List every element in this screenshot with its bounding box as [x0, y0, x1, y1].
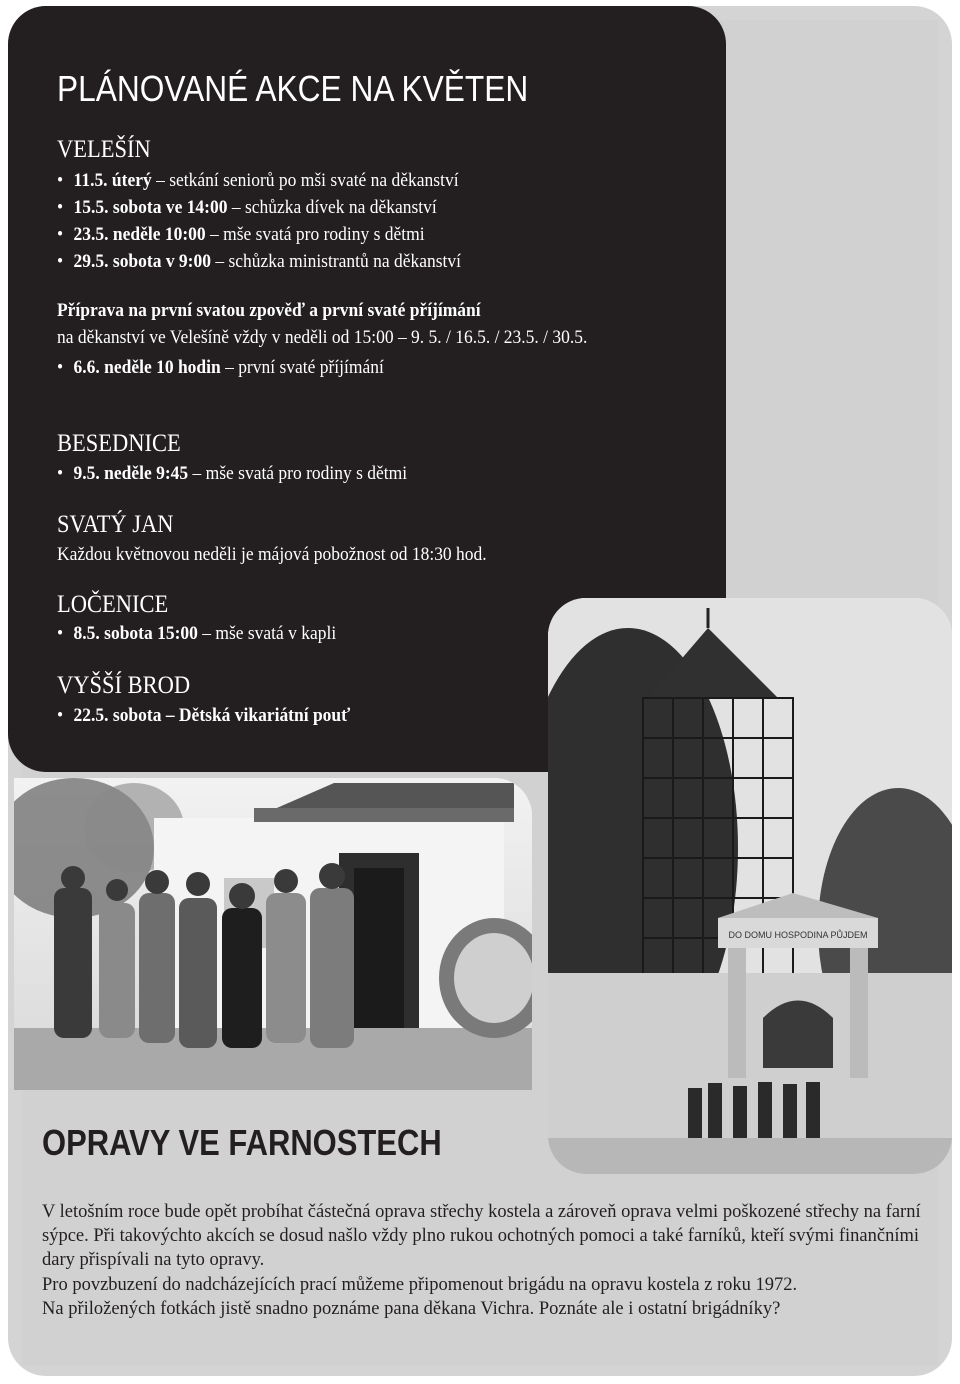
event-desc: – mše svatá v kapli [197, 623, 337, 644]
svaty-jan-text: Každou květnovou neděli je májová pobožnost od 18:30 hod. [57, 544, 487, 565]
bullet: • [57, 170, 64, 191]
section-title-velesin: VELEŠÍN [57, 136, 151, 163]
prep-title: Příprava na první svatou zpověď a první svaté příjímání [57, 300, 481, 321]
event-item [57, 705, 350, 727]
event-item [57, 463, 407, 485]
event-date: 8.5. sobota 15:00 [73, 623, 198, 644]
event-date: 11.5. úterý [73, 170, 152, 191]
event-desc: – schůzka dívek na děkanství [227, 197, 437, 218]
event-date: 29.5. sobota v 9:00 [73, 251, 211, 272]
repairs-paragraph: Na přiložených fotkách jistě snadno poznáme pana děkana Vichra. Poznáte ale i ostatní brigádníky? [42, 1298, 781, 1319]
event-date: 15.5. sobota ve 14:00 [73, 197, 228, 218]
prep-text: na děkanství ve Velešíně vždy v neděli od 15:00 – 9. 5. / 16.5. / 23.5. / 30.5. [57, 327, 588, 348]
section-title-locenice: LOČENICE [57, 591, 169, 618]
workers-photo-illustration [14, 778, 532, 1090]
section-title-svaty-jan: SVATÝ JAN [57, 511, 174, 538]
event-item [57, 623, 336, 645]
bullet: • [57, 463, 64, 484]
repairs-title: OPRAVY VE FARNOSTECH [42, 1122, 442, 1163]
section-title-besednice: BESEDNICE [57, 430, 181, 457]
bullet: • [57, 197, 64, 218]
event-date: 6.6. neděle 10 hodin [73, 357, 221, 378]
event-desc: – první svaté příjímání [220, 357, 384, 378]
event-desc: – mše svatá pro rodiny s dětmi [188, 463, 408, 484]
repairs-paragraph: Pro povzbuzení do nadcházejících prací můžeme připomenout brigádu na opravu kostela z roku 1972. [42, 1274, 798, 1295]
event-item [57, 357, 384, 379]
event-date: 23.5. neděle 10:00 [73, 224, 206, 245]
event-desc: – setkání seniorů po mši svaté na děkanství [151, 170, 459, 191]
bullet: • [57, 705, 64, 726]
bullet: • [57, 251, 64, 272]
bullet: • [57, 224, 64, 245]
church-photo-illustration [548, 598, 952, 1174]
event-date: 9.5. neděle 9:45 [73, 463, 189, 484]
event-date: 22.5. sobota – Dětská vikariátní pouť [73, 705, 351, 726]
section-title-vyssi-brod: VYŠŠÍ BROD [57, 672, 191, 699]
event-desc: – mše svatá pro rodiny s dětmi [205, 224, 425, 245]
photo-workers-group [14, 778, 532, 1090]
event-item [57, 197, 437, 219]
event-desc: – schůzka ministrantů na děkanství [210, 251, 461, 272]
event-item [57, 170, 459, 192]
event-item [57, 224, 425, 246]
event-item [57, 251, 461, 273]
photo-church-scaffolding [548, 598, 952, 1174]
plan-heading: PLÁNOVANÉ AKCE NA KVĚTEN [57, 68, 529, 109]
repairs-paragraph: V letošním roce bude opět probíhat částečná oprava střechy kostela a zároveň oprava velmi poškozené střechy na farní sýpce. Při takovýchto akcích se dosud našlo vždy plno rukou ochotných pomoci a také farníků, kteří svými finančními dary přispívali na tyto opravy. [42, 1202, 921, 1271]
bullet: • [57, 623, 64, 644]
chapel-sign-text: DO DOMU HOSPODINA PŮJDEM [728, 930, 868, 940]
repairs-body [42, 1200, 942, 1321]
bullet: • [57, 357, 64, 378]
